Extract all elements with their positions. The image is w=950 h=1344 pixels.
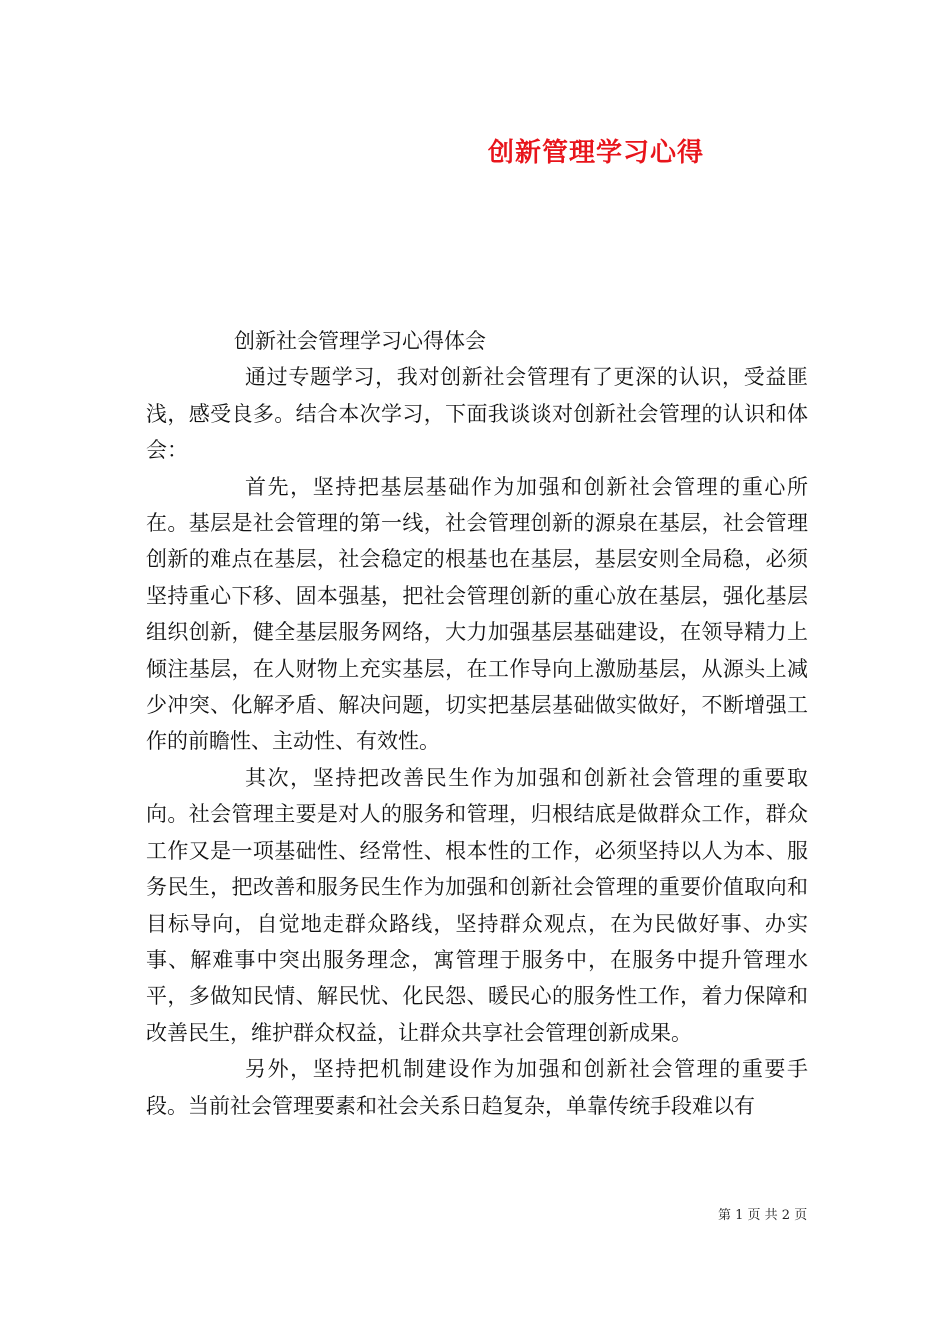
paragraph-second: 其次，坚持把改善民生作为加强和创新社会管理的重要取向。社会管理主要是对人的服务和管理，归根结底是做群众工作，群众工作又是一项基础性、经常性、根本性的工作，必须坚持以人为本、服务民生，把改善和服务民生作为加强和创新社会管理的重要价值取向和目标导向，自觉地走群众路线，坚持群众观点，在为民做好事、办实事、解难事中突出服务理念，寓管理于服务中，在服务中提升管理水平，多做知民情、解民忧、化民怨、暖民心的服务性工作，着力保障和改善民生，维护群众权益，让群众共享社会管理创新成果。 — [146, 765, 808, 1045]
document-body — [146, 323, 808, 1124]
paragraph-third: 另外，坚持把机制建设作为加强和创新社会管理的重要手段。当前社会管理要素和社会关系日趋复杂，单靠传统手段难以有 — [146, 1057, 808, 1118]
paragraph-intro: 通过专题学习，我对创新社会管理有了更深的认识，受益匪浅，感受良多。结合本次学习，下面我谈谈对创新社会管理的认识和体会： — [146, 365, 808, 463]
document-title: 创新管理学习心得 — [488, 138, 705, 168]
document-subtitle: 创新社会管理学习心得体会 — [234, 329, 486, 353]
paragraph-first: 首先，坚持把基层基础作为加强和创新社会管理的重心所在。基层是社会管理的第一线，社会管理创新的源泉在基层，社会管理创新的难点在基层，社会稳定的根基也在基层，基层安则全局稳，必须坚持重心下移、固本强基，把社会管理创新的重心放在基层，强化基层组织创新，健全基层服务网络，大力加强基层基础建设，在领导精力上倾注基层，在人财物上充实基层，在工作导向上激励基层，从源头上减少冲突、化解矛盾、解决问题，切实把基层基础做实做好，不断增强工作的前瞻性、主动性、有效性。 — [146, 474, 808, 754]
page-number: 第 1 页 共 2 页 — [718, 1208, 808, 1223]
